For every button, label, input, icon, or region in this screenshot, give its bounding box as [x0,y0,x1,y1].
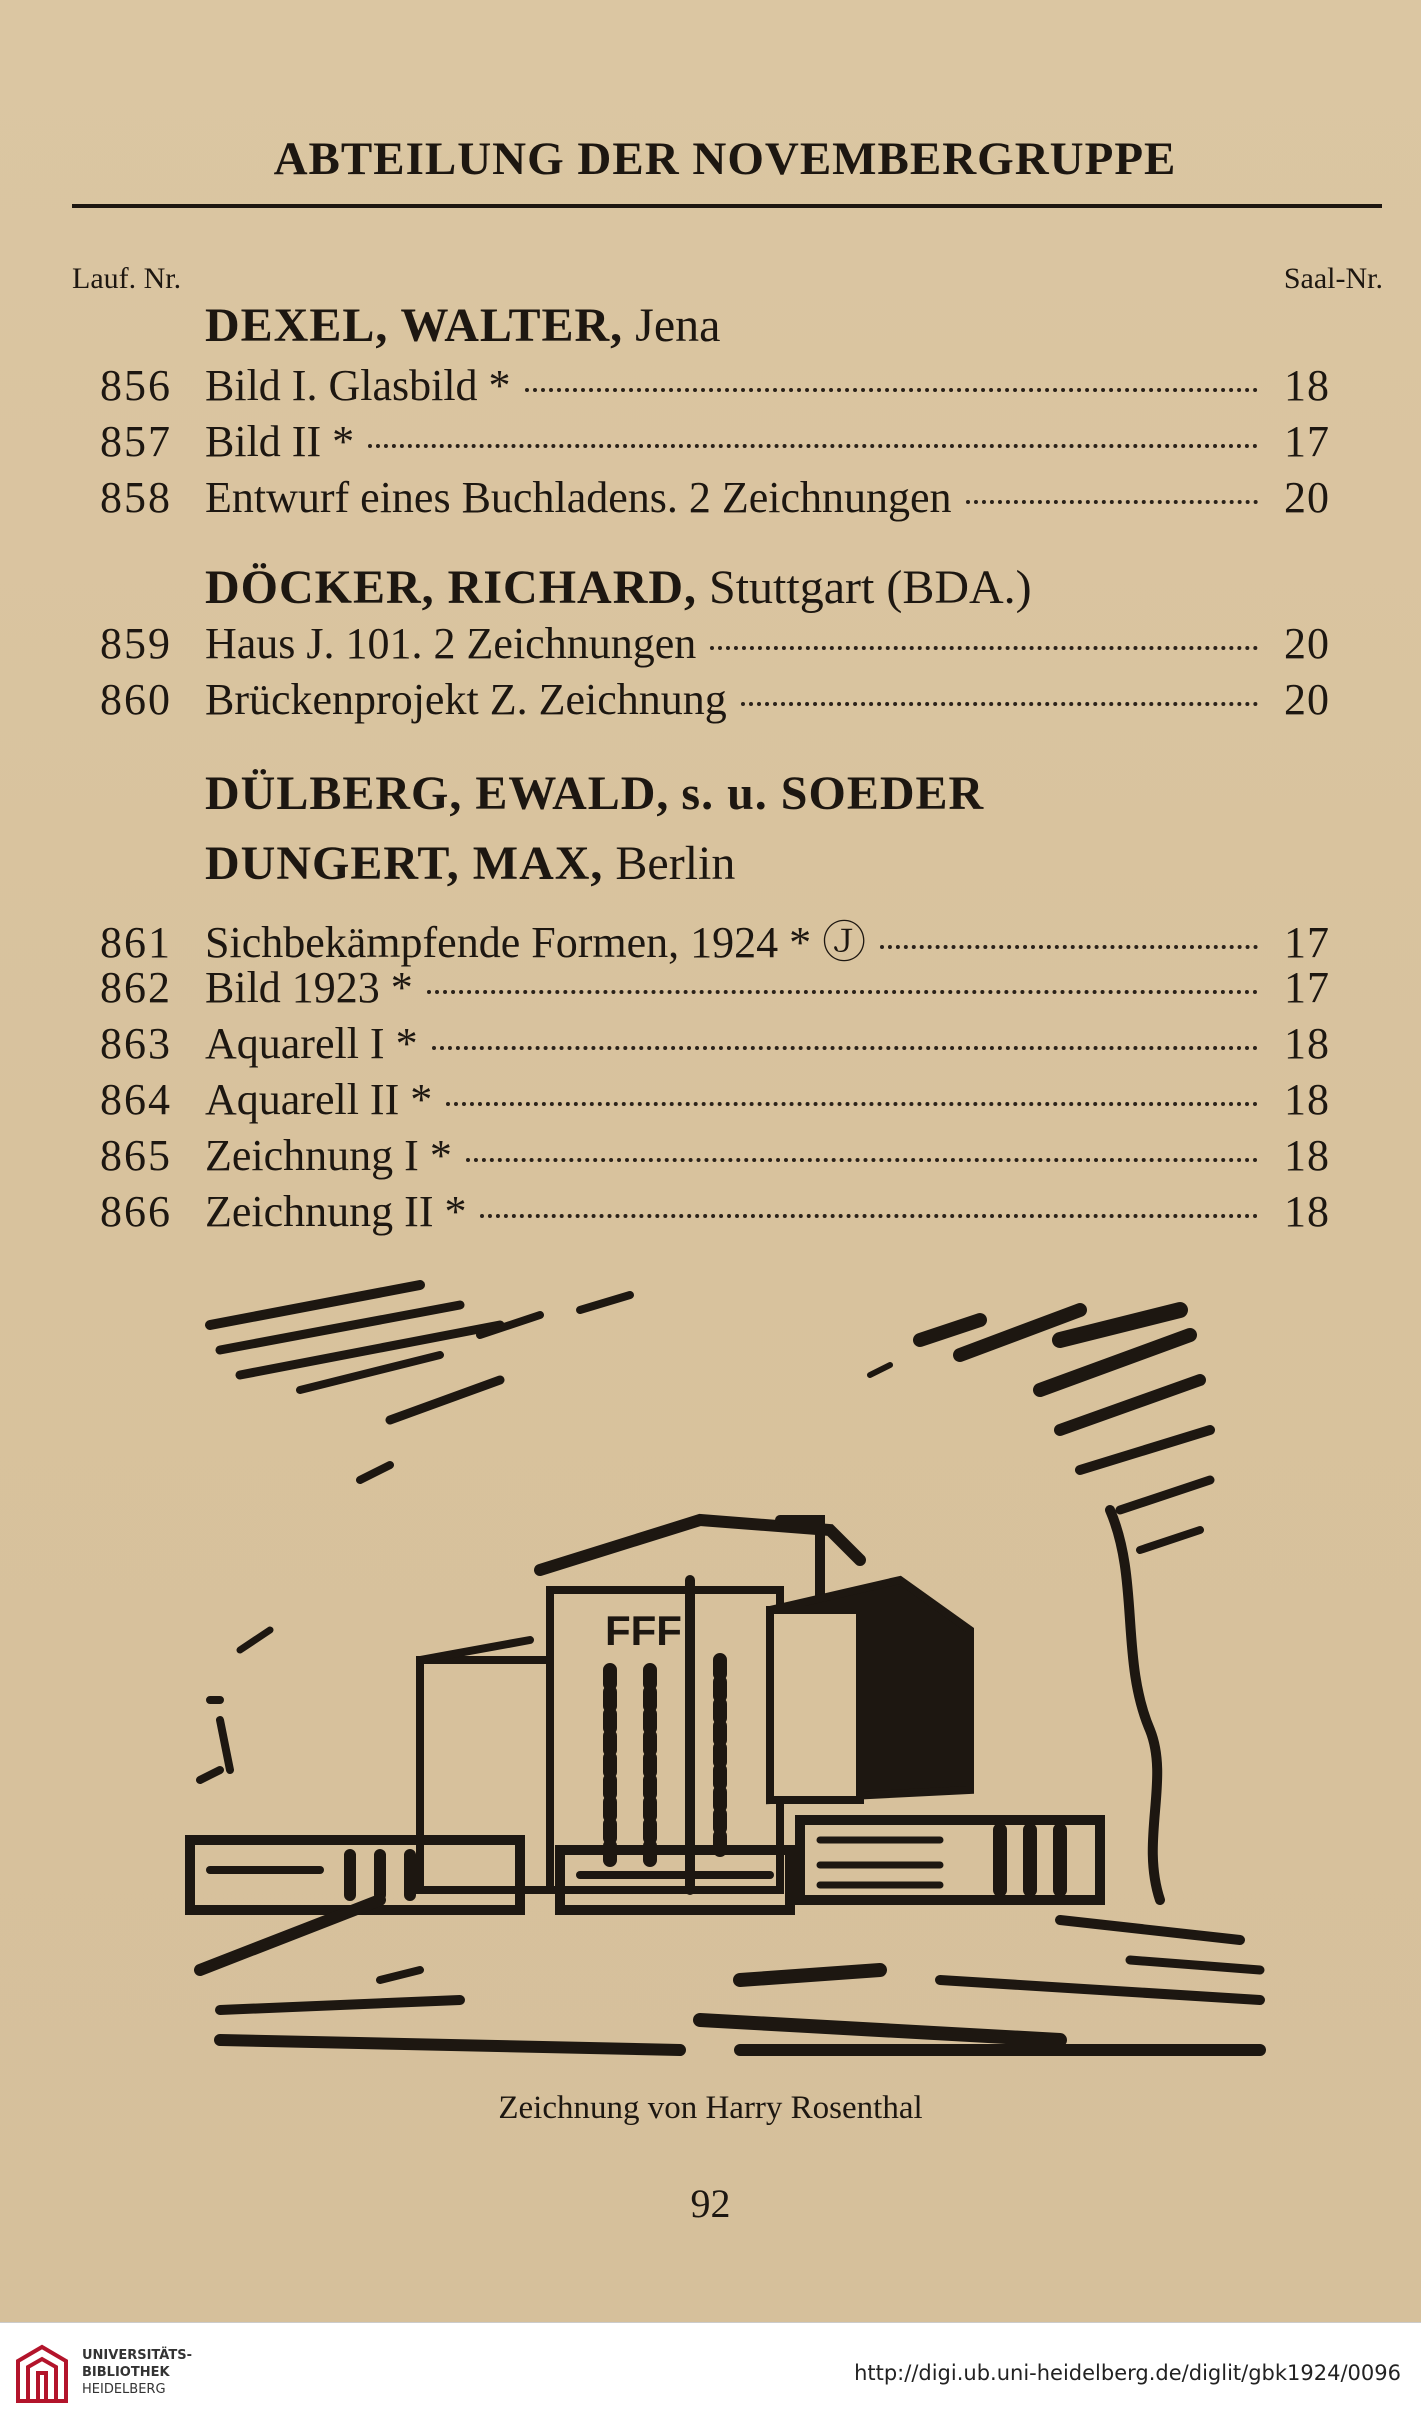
leader-dots [710,646,1258,650]
artist-name: DUNGERT, MAX, [205,837,604,890]
catalog-entry [100,1018,1330,1074]
entry-room: 20 [1284,675,1330,724]
entry-title: Zeichnung I * [205,1131,452,1180]
catalog-entry [100,906,1330,967]
entry-number: 856 [100,361,172,410]
leader-dots [432,1046,1258,1050]
entry-number: 860 [100,675,172,724]
catalog-entry [100,674,1330,730]
entry-title: Bild I. Glasbild * [205,361,511,410]
leader-dots [466,1158,1258,1162]
leader-dots [427,990,1258,994]
source-url-link[interactable]: http://digi.ub.uni-heidelberg.de/diglit/gbk1924/0096 [854,2361,1401,2385]
entry-room: 18 [1284,361,1330,410]
entry-room: 20 [1284,619,1330,668]
entry-title: Zeichnung II * [205,1187,467,1236]
library-logo-icon [14,2341,70,2407]
leader-dots [741,702,1258,706]
illustration-letters: FFF [605,1607,682,1654]
catalog-entry [100,360,1330,416]
artist-heading [205,766,984,821]
catalog-entry [100,416,1330,472]
entry-number: 863 [100,1019,172,1068]
entry-number: 861 [100,918,172,967]
library-name-line: UNIVERSITÄTS- [82,2348,192,2363]
entry-title: Aquarell I * [205,1019,418,1068]
leader-dots [525,388,1258,392]
column-header-lauf-nr: Lauf. Nr. [72,262,182,295]
artist-heading [205,298,720,353]
entry-room: 17 [1284,918,1330,967]
building-illustration [180,1280,1280,2110]
entry-number: 858 [100,473,172,522]
entry-title: Sichbekämpfende Formen, 1924 * Ⓙ [205,918,867,967]
leader-dots [446,1102,1258,1106]
entry-title: Bild II * [205,417,355,466]
entry-title: Brückenprojekt Z. Zeichnung [205,675,727,724]
artist-heading [205,560,1032,615]
artist-place: Jena [635,299,721,352]
entry-room: 17 [1284,963,1330,1012]
section-heading: ABTEILUNG DER NOVEMBERGRUPPE [273,133,1177,185]
catalog-entry [100,1130,1330,1186]
column-header-saal-nr: Saal-Nr. [1283,262,1383,295]
artist-name: DEXEL, WALTER, [205,299,624,352]
page-number: 92 [690,2181,731,2226]
entry-number: 864 [100,1075,172,1124]
entry-title: Bild 1923 * [205,963,413,1012]
leader-dots [966,500,1258,504]
entry-number: 865 [100,1131,172,1180]
artist-name: DÜLBERG, EWALD, [205,767,670,820]
entry-title: Haus J. 101. 2 Zeichnungen [205,619,697,668]
leader-dots [880,945,1258,949]
entry-room: 18 [1284,1187,1330,1236]
artist-heading [205,836,735,891]
catalog-entry [100,618,1330,674]
viewer-footer [0,2322,1421,2425]
catalog-entry [100,1186,1330,1242]
leader-dots [480,1214,1258,1218]
artist-name: DÖCKER, RICHARD, [205,561,698,614]
entry-room: 17 [1284,417,1330,466]
entry-number: 857 [100,417,172,466]
catalog-entry [100,962,1330,1018]
illustration-caption: Zeichnung von Harry Rosenthal [498,2090,923,2126]
entry-room: 18 [1284,1131,1330,1180]
entry-room: 18 [1284,1019,1330,1068]
library-name [82,2347,192,2398]
library-name-line: BIBLIOTHEK [82,2365,170,2380]
entry-number: 862 [100,963,172,1012]
library-name-line: HEIDELBERG [82,2382,166,2397]
catalog-entry [100,472,1330,528]
artist-place: Berlin [615,837,736,890]
heading-rule [72,204,1382,208]
entry-number: 866 [100,1187,172,1236]
artist-place: Stuttgart (BDA.) [709,561,1032,614]
entry-room: 18 [1284,1075,1330,1124]
entry-title: Entwurf eines Buchladens. 2 Zeichnungen [205,473,952,522]
catalog-entry [100,1074,1330,1130]
artist-place: s. u. SOEDER [681,767,985,820]
entry-title: Aquarell II * [205,1075,433,1124]
entry-room: 20 [1284,473,1330,522]
leader-dots [368,444,1258,448]
entry-number: 859 [100,619,172,668]
